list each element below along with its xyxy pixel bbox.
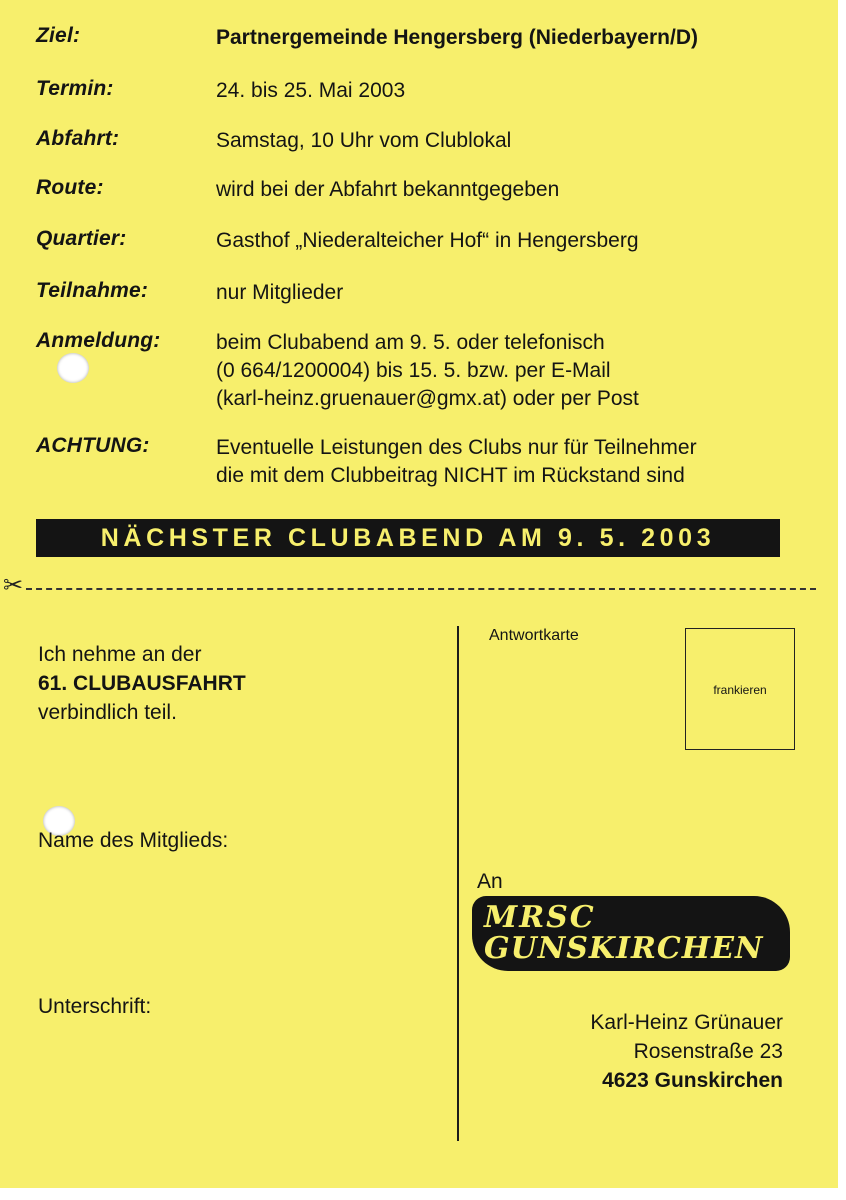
row-anmeldung bbox=[0, 329, 838, 410]
member-name-label: Name des Mitglieds: bbox=[38, 829, 229, 852]
mrsc-logo bbox=[472, 896, 790, 971]
value-achtung-line-2: die mit dem Clubbeitrag NICHT im Rückstand sind bbox=[216, 464, 685, 487]
label-teilnahme: Teilnahme: bbox=[36, 279, 149, 302]
row-quartier bbox=[0, 227, 838, 259]
value-achtung bbox=[216, 434, 697, 490]
signature-label: Unterschrift: bbox=[38, 995, 152, 1018]
value-route-line: wird bei der Abfahrt bekanntgegeben bbox=[216, 178, 560, 201]
value-anmeldung bbox=[216, 329, 639, 413]
row-teilnahme bbox=[0, 279, 838, 311]
value-anmeldung-line-1: beim Clubabend am 9. 5. oder telefonisch bbox=[216, 331, 605, 354]
label-quartier: Quartier: bbox=[36, 227, 127, 250]
label-ziel: Ziel: bbox=[36, 24, 81, 47]
value-abfahrt-line: Samstag, 10 Uhr vom Clublokal bbox=[216, 129, 512, 152]
cut-line bbox=[26, 588, 816, 590]
row-abfahrt bbox=[0, 127, 838, 159]
address-name: Karl-Heinz Grünauer bbox=[590, 1011, 783, 1034]
value-teilnahme bbox=[216, 279, 343, 307]
reply-line-3: verbindlich teil. bbox=[38, 701, 177, 724]
value-anmeldung-line-3: (karl-heinz.gruenauer@gmx.at) oder per Post bbox=[216, 387, 639, 410]
value-abfahrt bbox=[216, 127, 511, 155]
label-route: Route: bbox=[36, 176, 104, 199]
label-termin: Termin: bbox=[36, 77, 114, 100]
card-divider bbox=[457, 626, 459, 1141]
value-ziel-line: Partnergemeinde Hengersberg (Niederbayern/D) bbox=[216, 26, 698, 49]
label-abfahrt: Abfahrt: bbox=[36, 127, 120, 150]
row-achtung bbox=[0, 434, 838, 487]
value-anmeldung-line-2: (0 664/1200004) bis 15. 5. bzw. per E-Mail bbox=[216, 359, 611, 382]
value-quartier-line: Gasthof „Niederalteicher Hof“ in Hengersberg bbox=[216, 229, 639, 252]
stamp-box bbox=[685, 628, 795, 750]
value-teilnahme-line: nur Mitglieder bbox=[216, 281, 344, 304]
punch-hole bbox=[57, 353, 89, 383]
label-achtung: ACHTUNG: bbox=[36, 434, 150, 457]
stamp-label: frankieren bbox=[713, 683, 767, 697]
label-anmeldung: Anmeldung: bbox=[36, 329, 161, 352]
next-clubevening-banner: NÄCHSTER CLUBABEND AM 9. 5. 2003 bbox=[36, 519, 780, 557]
reply-line-2: 61. CLUBAUSFAHRT bbox=[38, 672, 246, 695]
value-ziel bbox=[216, 24, 698, 52]
value-termin bbox=[216, 77, 405, 105]
value-quartier bbox=[216, 227, 639, 255]
recipient-prefix: An bbox=[477, 870, 503, 893]
row-termin bbox=[0, 77, 838, 109]
scissors-icon: ✂ bbox=[3, 572, 24, 599]
address-city: 4623 Gunskirchen bbox=[602, 1069, 783, 1092]
logo-line-1: MRSC bbox=[484, 900, 596, 935]
value-termin-line: 24. bis 25. Mai 2003 bbox=[216, 79, 406, 102]
logo-line-2: GUNSKIRCHEN bbox=[484, 931, 764, 966]
address-street: Rosenstraße 23 bbox=[633, 1040, 783, 1063]
value-route bbox=[216, 176, 559, 204]
row-route bbox=[0, 176, 838, 208]
card-title: Antwortkarte bbox=[489, 627, 579, 644]
value-achtung-line-1: Eventuelle Leistungen des Clubs nur für Teilnehmer bbox=[216, 436, 697, 459]
row-ziel bbox=[0, 24, 838, 56]
reply-line-1: Ich nehme an der bbox=[38, 643, 202, 666]
